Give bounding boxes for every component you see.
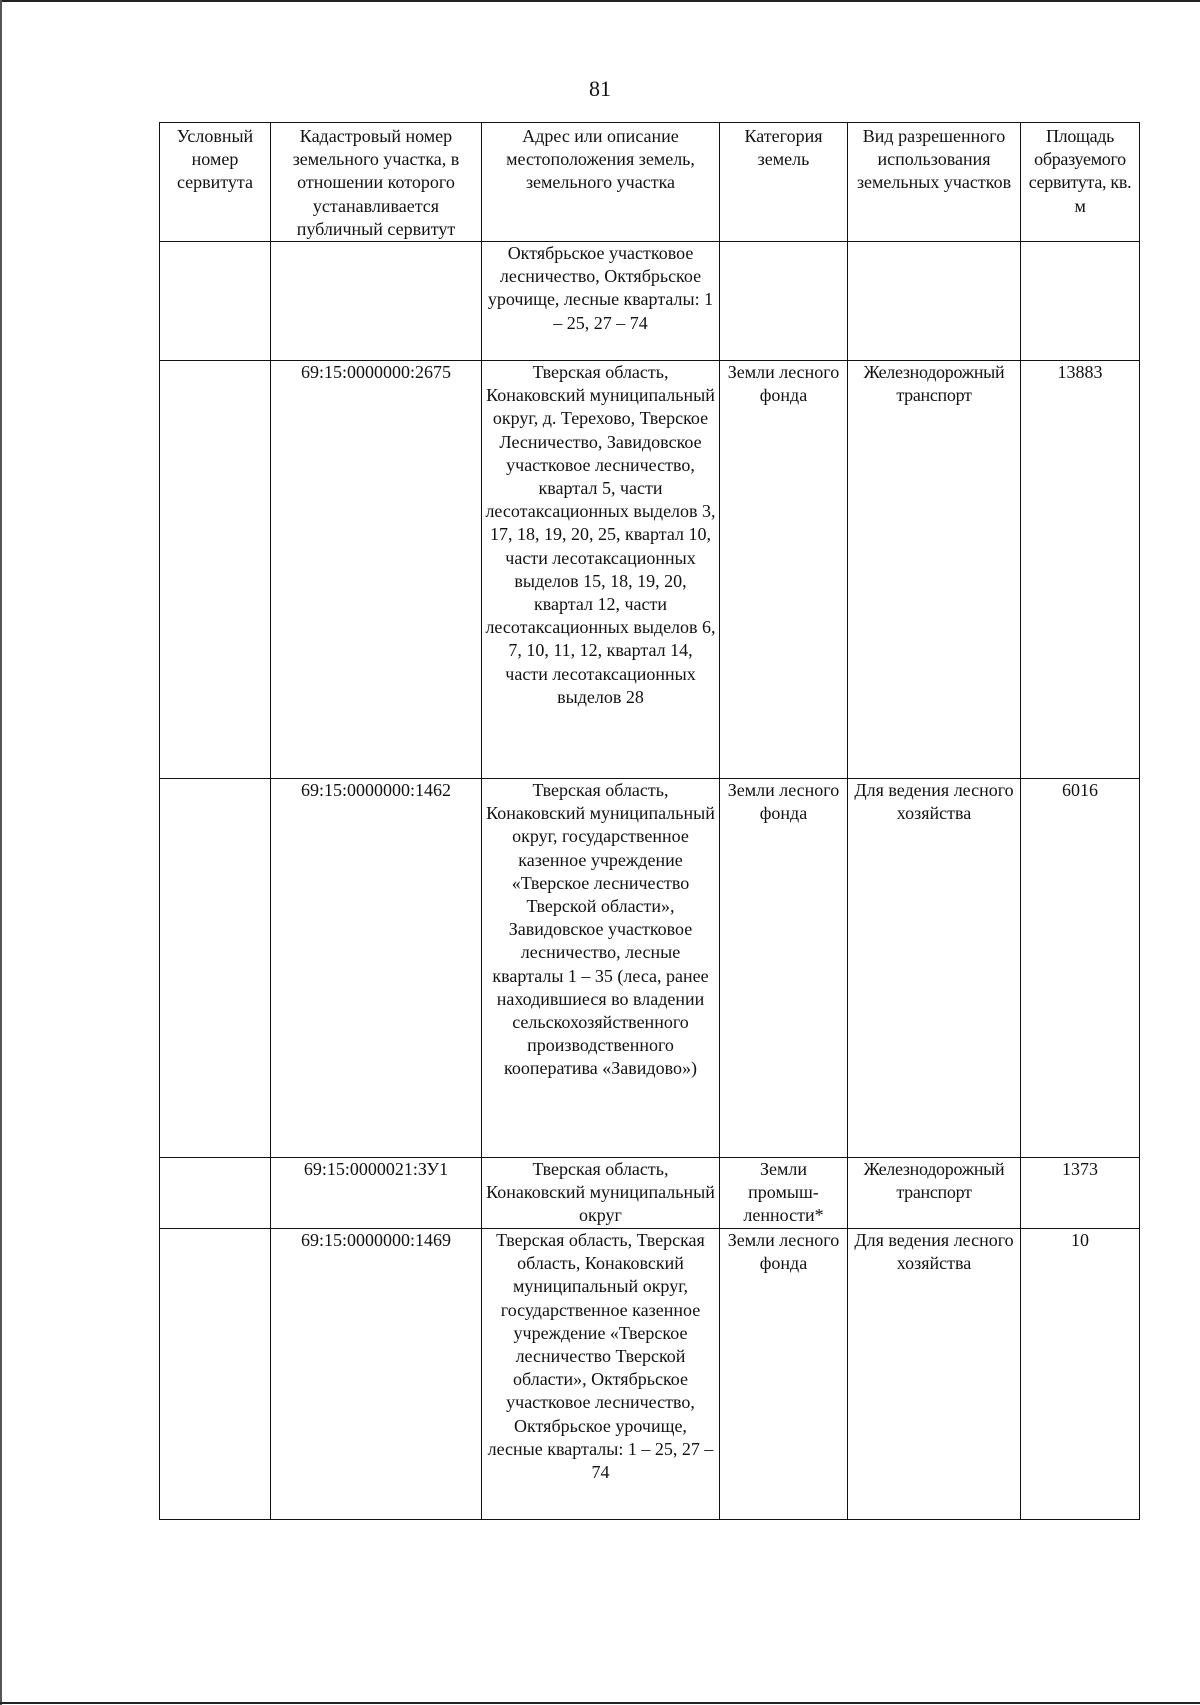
cell-servitude-number [160,779,271,1158]
cell-address: Тверская область, Тверская область, Конаковский муниципальный округ, государственное казенное учреждение «Тверское лесничество Тверской области», Октябрьское участковое лесничество, Октябрьское урочище, лесные кварталы: 1 – 25, 27 – 74 [482,1229,720,1520]
page-border-bottom [0,1702,1200,1704]
cell-area [1021,242,1140,361]
table-row [160,1158,1140,1229]
cell-cadastral-number: 69:15:0000021:ЗУ1 [271,1158,482,1229]
cell-area: 1373 [1021,1158,1140,1229]
cell-cadastral-number: 69:15:0000000:1469 [271,1229,482,1520]
header-cadastral-number: Кадастровый номер земельного участка, в отношении которого устанавливается публичный сервитут [271,123,482,242]
cell-permitted-use [848,242,1021,361]
cell-land-category: Земли лесного фонда [720,361,848,779]
header-area: Площадь образуемого сервитута, кв. м [1021,123,1140,242]
cell-permitted-use: Железнодорожный транспорт [848,361,1021,779]
cell-servitude-number [160,242,271,361]
cell-cadastral-number [271,242,482,361]
page-border-top [0,0,1200,2]
table-row [160,1229,1140,1520]
servitude-table [159,122,1140,1520]
cell-address: Тверская область, Конаковский муниципальный округ, д. Терехово, Тверское Лесничество, Завидовское участковое лесничество, квартал 5, части лесотаксационных выделов 3, 17, 18, 19, 20, 25, квартал 10, части лесотаксационных выделов 15, 18, 19, 20, квартал 12, части лесотаксационных выделов 6, 7, 10, 11, 12, квартал 14, части лесотаксационных выделов 28 [482,361,720,779]
cell-area: 6016 [1021,779,1140,1158]
table-header [160,123,1140,242]
cell-servitude-number [160,361,271,779]
cell-servitude-number [160,1229,271,1520]
cell-land-category [720,242,848,361]
header-address: Адрес или описание местоположения земель, земельного участка [482,123,720,242]
cell-permitted-use: Для ведения лесного хозяйства [848,779,1021,1158]
cell-area: 10 [1021,1229,1140,1520]
cell-servitude-number [160,1158,271,1229]
table-row [160,361,1140,779]
cell-permitted-use: Для ведения лесного хозяйства [848,1229,1021,1520]
page-number: 81 [589,76,611,101]
cell-cadastral-number: 69:15:0000000:2675 [271,361,482,779]
cell-address: Октябрьское участковое лесничество, Октябрьское урочище, лесные кварталы: 1 – 25, 27 – 74 [482,242,720,361]
header-land-category: Категория земель [720,123,848,242]
header-servitude-number: Условный номер сервитута [160,123,271,242]
cell-permitted-use: Железнодорожный транспорт [848,1158,1021,1229]
cell-land-category: Земли лесного фонда [720,779,848,1158]
cell-land-category: Земли промыш-ленности* [720,1158,848,1229]
cell-cadastral-number: 69:15:0000000:1462 [271,779,482,1158]
table-row [160,242,1140,361]
page-border-left [0,0,2,1705]
header-permitted-use: Вид разрешенного использования земельных участков [848,123,1021,242]
cell-area: 13883 [1021,361,1140,779]
cell-address: Тверская область, Конаковский муниципальный округ [482,1158,720,1229]
table-row [160,779,1140,1158]
cell-address: Тверская область, Конаковский муниципальный округ, государственное казенное учреждение «Тверское лесничество Тверской области», Завидовское участковое лесничество, лесные кварталы 1 – 35 (леса, ранее находившиеся во владении сельскохозяйственного производственного кооператива «Завидово») [482,779,720,1158]
cell-land-category: Земли лесного фонда [720,1229,848,1520]
